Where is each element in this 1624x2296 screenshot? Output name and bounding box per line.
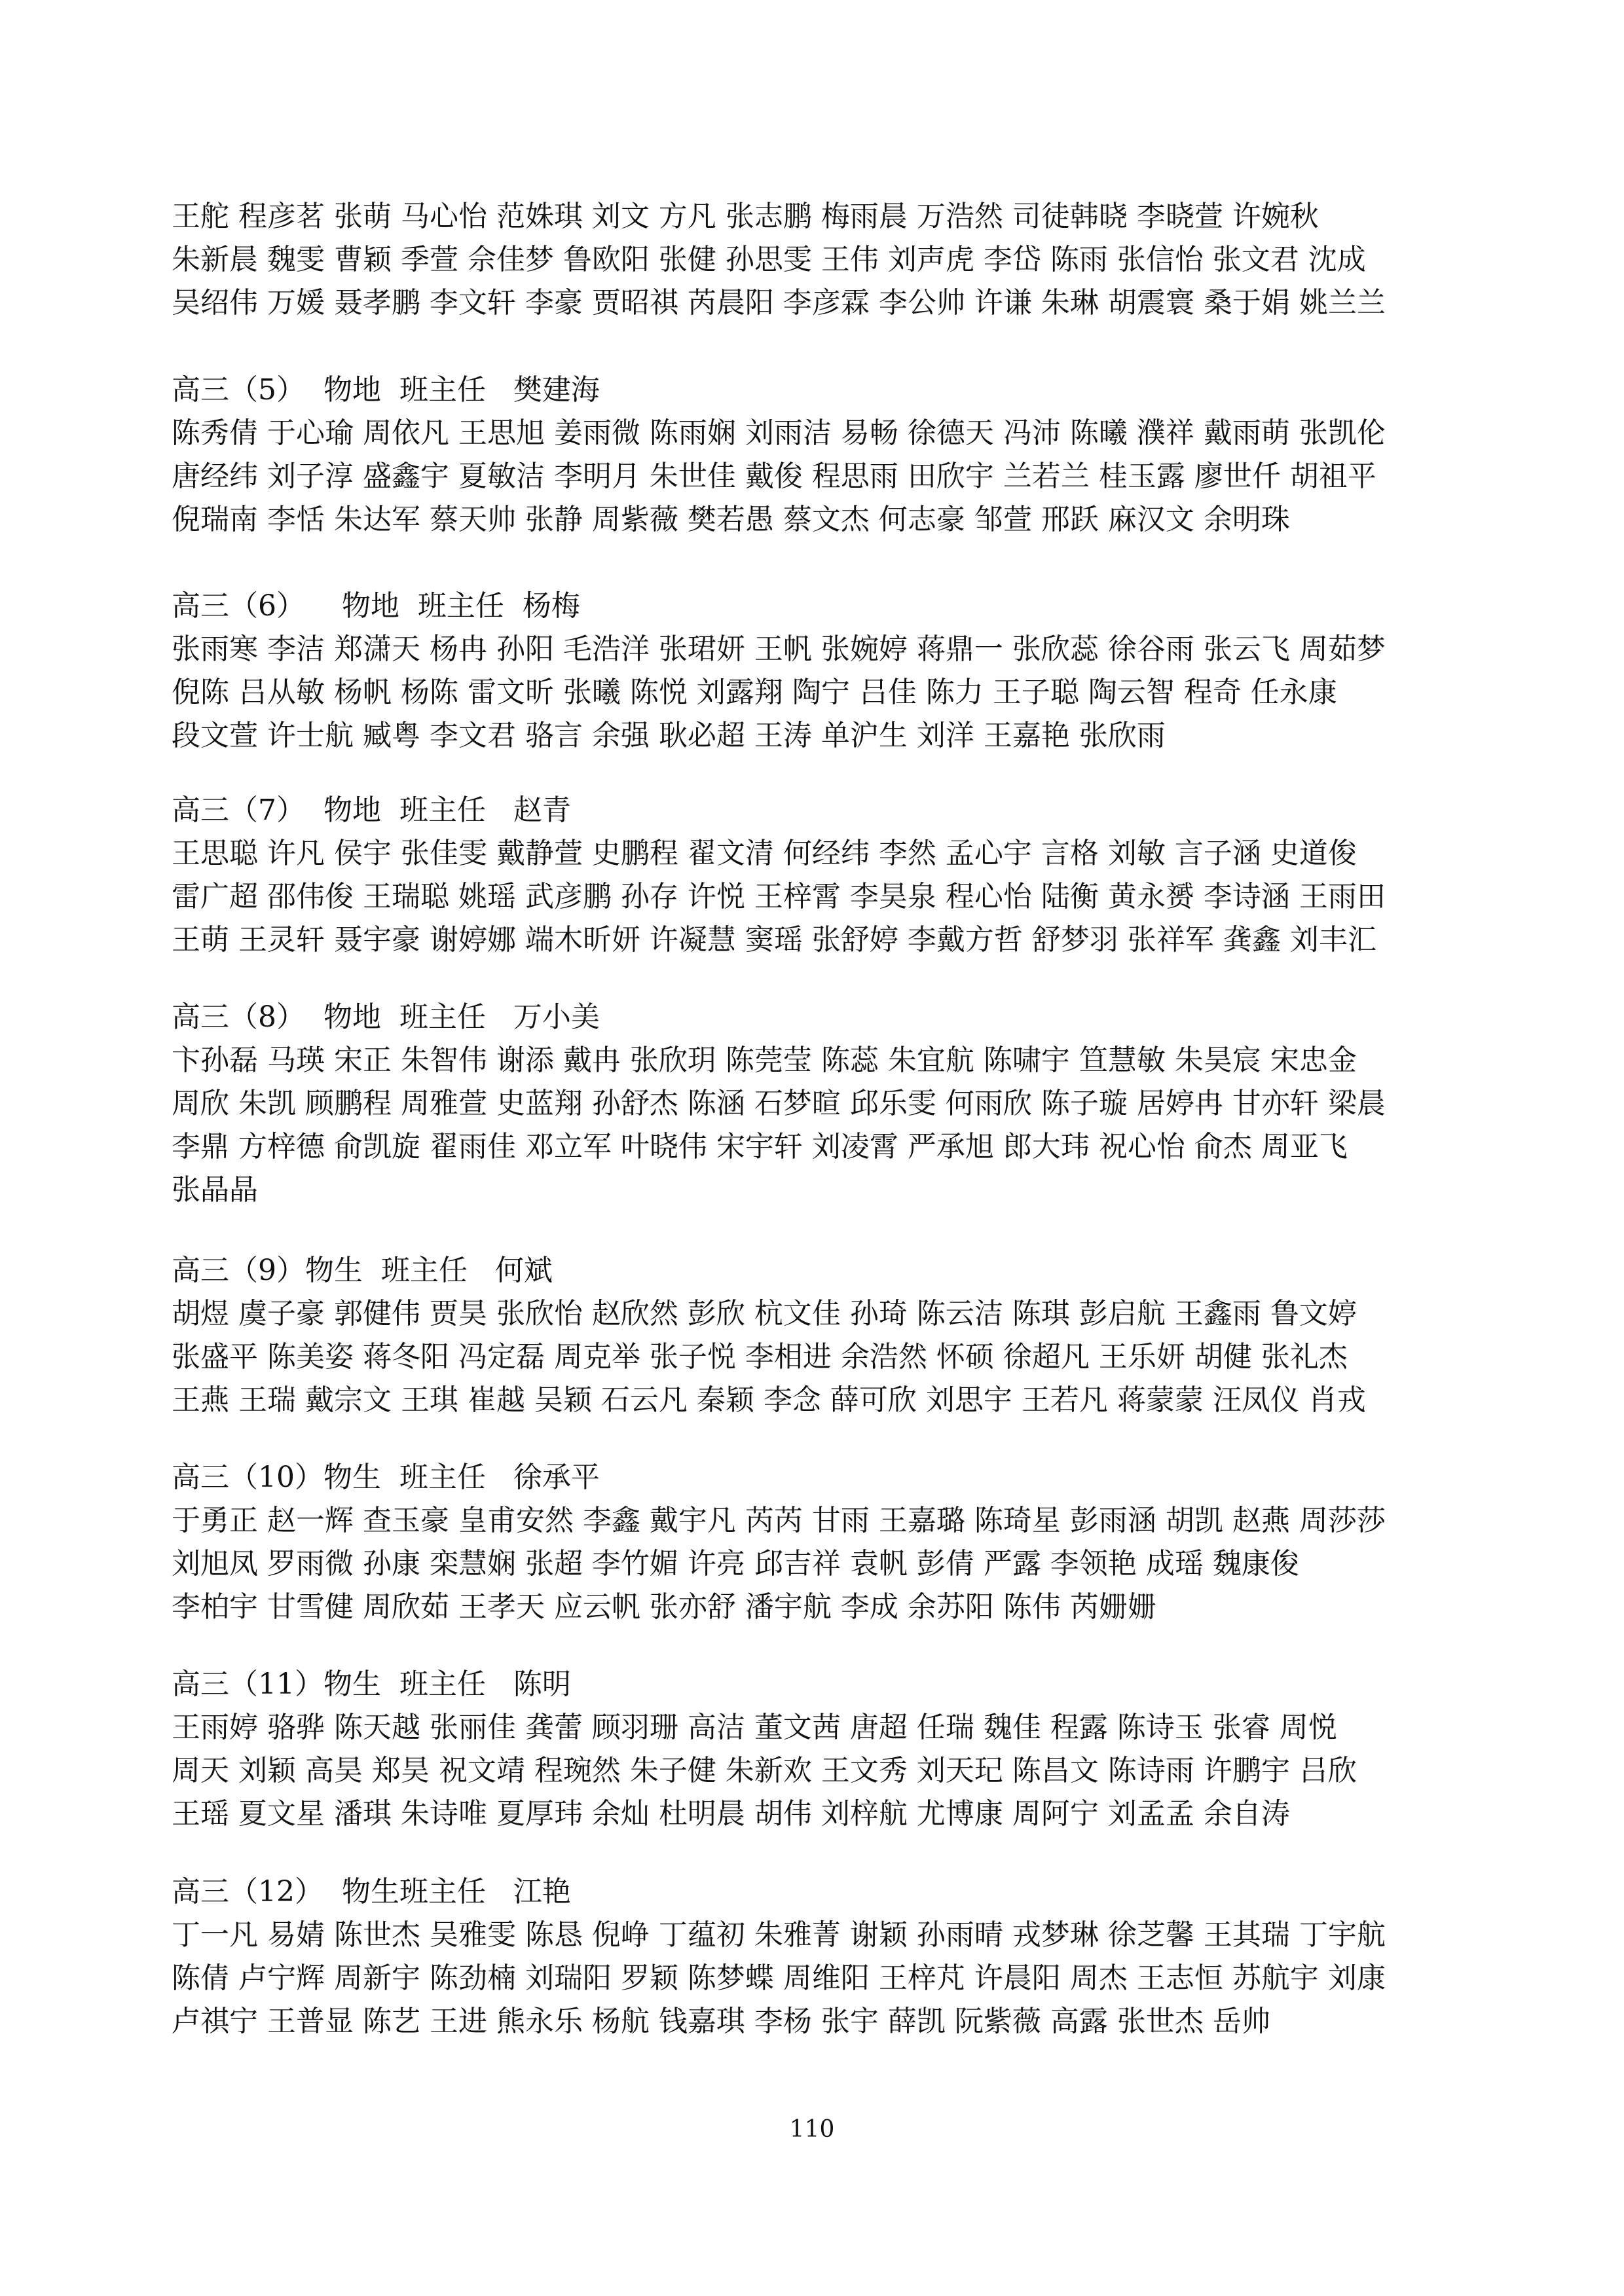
- class-heading: 高三（5） 物地 班主任 樊建海: [172, 373, 600, 407]
- roster-line: 李鼎 方梓德 俞凯旋 翟雨佳 邓立军 叶晓伟 宋宇轩 刘凌霄 严承旭 郎大玮 祝心怡 俞杰 周亚飞: [172, 1130, 1348, 1163]
- roster-line: 倪陈 吕从敏 杨帆 杨陈 雷文昕 张曦 陈悦 刘露翔 陶宁 吕佳 陈力 王子聪 陶云智 程奇 任永康: [172, 676, 1337, 709]
- roster-line: 李柏宇 甘雪健 周欣茹 王孝天 应云帆 张亦舒 潘宇航 李成 余苏阳 陈伟 芮姗姗: [172, 1590, 1156, 1624]
- roster-line: 卢祺宁 王普显 陈艺 王进 熊永乐 杨航 钱嘉琪 李杨 张宇 薛凯 阮紫薇 高露 张世杰 岳帅: [172, 2005, 1270, 2038]
- roster-line: 卞孙磊 马瑛 宋正 朱智伟 谢添 戴冉 张欣玥 陈莞莹 陈蕊 朱宜航 陈啸宇 笪慧敏 朱昊宸 宋忠金: [172, 1044, 1357, 1077]
- roster-line: 王萌 王灵轩 聂宇豪 谢婷娜 端木昕妍 许凝慧 窦瑶 张舒婷 李戴方哲 舒梦羽 张祥军 龚鑫 刘丰汇: [172, 923, 1376, 957]
- roster-line: 于勇正 赵一辉 查玉豪 皇甫安然 李鑫 戴宇凡 芮芮 甘雨 王嘉璐 陈琦星 彭雨涵 胡凯 赵燕 周莎莎: [172, 1504, 1386, 1537]
- roster-line: 周欣 朱凯 顾鹏程 周雅萱 史蓝翔 孙舒杰 陈涵 石梦暄 邱乐雯 何雨欣 陈子璇 居婷冉 甘亦轩 梁晨: [172, 1087, 1386, 1120]
- class-heading: 高三（12） 物生班主任 江艳: [172, 1875, 571, 1908]
- class-section-6: [172, 585, 1455, 757]
- roster-line: 陈倩 卢宁辉 周新宇 陈劲楠 刘瑞阳 罗颖 陈梦蝶 周维阳 王梓芃 许晨阳 周杰 王志恒 苏航宇 刘康: [172, 1961, 1386, 1995]
- roster-line: 陈秀倩 于心瑜 周依凡 王思旭 姜雨微 陈雨娴 刘雨洁 易畅 徐德天 冯沛 陈曦 濮祥 戴雨萌 张凯伦: [172, 416, 1386, 450]
- class-heading: 高三（9）物生 班主任 何斌: [172, 1254, 553, 1287]
- class-heading: 高三（7） 物地 班主任 赵青: [172, 793, 571, 827]
- roster-line: 刘旭凤 罗雨微 孙康 栾慧娴 张超 李竹媚 许亮 邱吉祥 袁帆 彭倩 严露 李领艳 成瑶 魏康俊: [172, 1547, 1299, 1580]
- roster-line: 朱新晨 魏雯 曹颖 季萱 佘佳梦 鲁欧阳 张健 孙思雯 王伟 刘声虎 李岱 陈雨 张信怡 张文君 沈成: [172, 243, 1366, 276]
- page-number: 110: [789, 2116, 835, 2143]
- class-section-7: [172, 789, 1455, 962]
- roster-line: 段文萱 许士航 臧粤 李文君 骆言 余强 耿必超 王涛 单沪生 刘洋 王嘉艳 张欣雨: [172, 719, 1166, 752]
- roster-line: 王燕 王瑞 戴宗文 王琪 崔越 吴颖 石云凡 秦颖 李念 薛可欣 刘思宇 王若凡 蒋蒙蒙 汪凤仪 肖戎: [172, 1383, 1366, 1417]
- roster-line: 倪瑞南 李恬 朱达军 蔡天帅 张静 周紫薇 樊若愚 蔡文杰 何志豪 邹萱 邢跃 麻汉文 余明珠: [172, 503, 1290, 536]
- class-section-8: [172, 996, 1455, 1212]
- class-heading: 高三（10）物生 班主任 徐承平: [172, 1461, 600, 1494]
- roster-line: 唐经纬 刘子淳 盛鑫宇 夏敏洁 李明月 朱世佳 戴俊 程思雨 田欣宇 兰若兰 桂玉露 廖世仟 胡祖平: [172, 460, 1376, 493]
- roster-line: 丁一凡 易婧 陈世杰 吴雅雯 陈恳 倪峥 丁蕴初 朱雅菁 谢颖 孙雨晴 戎梦琳 徐芝馨 王其瑞 丁宇航: [172, 1918, 1386, 1952]
- roster-continuation: [172, 195, 1455, 325]
- class-heading: 高三（8） 物地 班主任 万小美: [172, 1000, 600, 1034]
- class-section-10: [172, 1456, 1455, 1629]
- roster-line: 吴绍伟 万媛 聂孝鹏 李文轩 李豪 贾昭祺 芮晨阳 李彦霖 李公帅 许谦 朱琳 胡震寰 桑于娟 姚兰兰: [172, 286, 1386, 319]
- class-section-5: [172, 369, 1455, 541]
- class-heading: 高三（11）物生 班主任 陈明: [172, 1667, 571, 1701]
- class-heading: 高三（6） 物地 班主任 杨梅: [172, 589, 580, 623]
- roster-line: 王雨婷 骆骅 陈天越 张丽佳 龚蕾 顾羽珊 高洁 董文茜 唐超 任瑞 魏佳 程露 陈诗玉 张睿 周悦: [172, 1711, 1337, 1744]
- roster-line: 胡煜 虞子豪 郭健伟 贾昊 张欣怡 赵欣然 彭欣 杭文佳 孙琦 陈云洁 陈琪 彭启航 王鑫雨 鲁文婷: [172, 1297, 1357, 1330]
- roster-line: 王舵 程彦茗 张萌 马心怡 范姝琪 刘文 方凡 张志鹏 梅雨晨 万浩然 司徒韩晓 李晓萱 许婉秋: [172, 200, 1319, 233]
- class-section-11: [172, 1663, 1455, 1836]
- roster-line: 王思聪 许凡 侯宇 张佳雯 戴静萱 史鹏程 翟文清 何经纬 李然 孟心宇 言格 刘敏 言子涵 史道俊: [172, 837, 1357, 870]
- roster-line: 张雨寒 李洁 郑潇天 杨冉 孙阳 毛浩洋 张珺妍 王帆 张婉婷 蒋鼎一 张欣蕊 徐谷雨 张云飞 周茹梦: [172, 632, 1386, 666]
- roster-line: 王瑶 夏文星 潘琪 朱诗唯 夏厚玮 余灿 杜明晨 胡伟 刘梓航 尤博康 周阿宁 刘孟孟 余自涛: [172, 1797, 1290, 1831]
- roster-line: 张盛平 陈美姿 蒋冬阳 冯定磊 周克举 张子悦 李相进 余浩然 怀硕 徐超凡 王乐妍 胡健 张礼杰: [172, 1340, 1348, 1374]
- roster-line: 张晶晶: [172, 1173, 258, 1207]
- roster-line: 雷广超 邵伟俊 王瑞聪 姚瑶 武彦鹏 孙存 许悦 王梓霄 李昊泉 程心怡 陆衡 黄永赟 李诗涵 王雨田: [172, 880, 1386, 913]
- class-section-9: [172, 1249, 1455, 1422]
- roster-line: 周天 刘颖 高昊 郑昊 祝文靖 程琬然 朱子健 朱新欢 王文秀 刘天玘 陈昌文 陈诗雨 许鹏宇 吕欣: [172, 1754, 1357, 1787]
- class-section-12: [172, 1870, 1455, 2043]
